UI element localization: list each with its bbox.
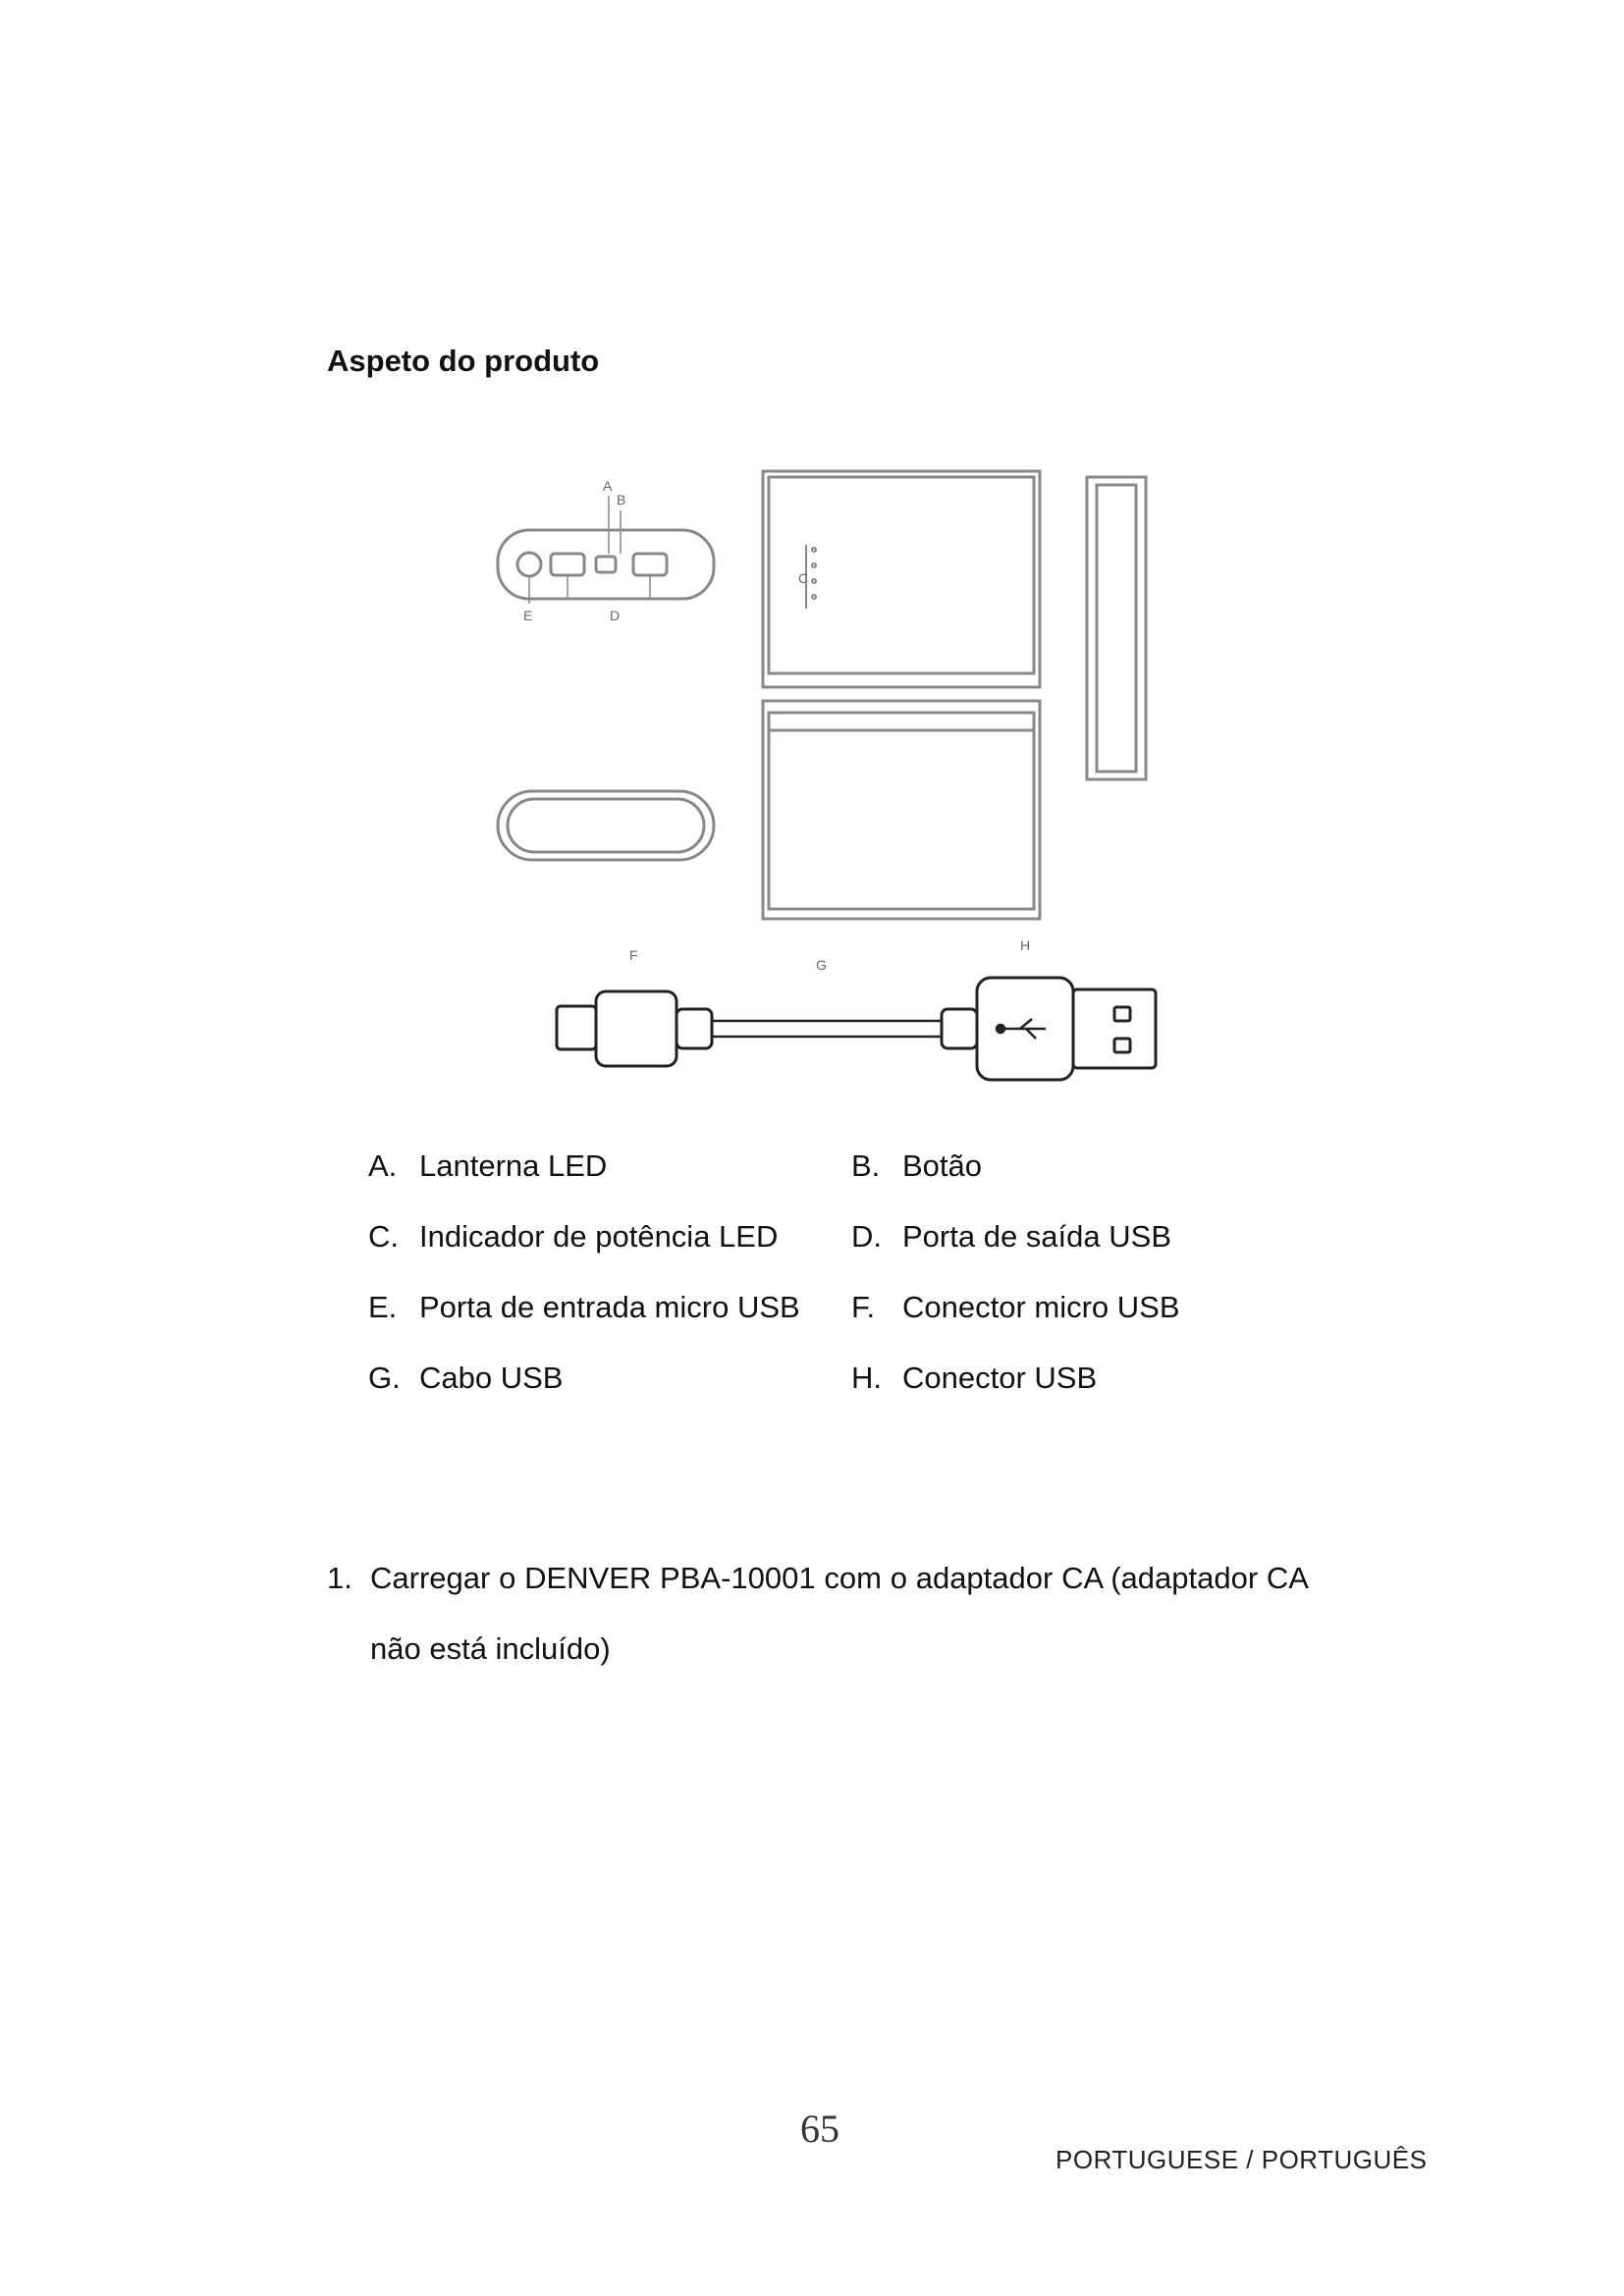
page-heading: Aspeto do produto (327, 344, 600, 378)
callout-c: C (798, 570, 809, 586)
micro-usb-plug (557, 1006, 596, 1049)
legend-row (368, 1148, 1213, 1219)
power-bank-bottom-view (498, 791, 714, 860)
legend-label: Botão (902, 1148, 983, 1183)
usb-plug (1073, 989, 1156, 1068)
legend-letter: D. (851, 1219, 882, 1254)
callout-g: G (816, 957, 827, 973)
legend-label: Conector micro USB (902, 1290, 1180, 1324)
callout-b: B (617, 492, 626, 507)
legend-item (851, 1290, 1180, 1325)
legend-item (368, 1361, 563, 1396)
legend-label: Lanterna LED (419, 1148, 608, 1183)
legend-item (368, 1290, 800, 1325)
callout-d: D (610, 608, 621, 623)
page-number: 65 (800, 2107, 839, 2151)
product-diagram-svg (486, 461, 1193, 1099)
usb-trident-icon (997, 1019, 1046, 1039)
product-diagram (486, 461, 1193, 1099)
legend-label: Porta de entrada micro USB (419, 1290, 800, 1324)
legend-label: Cabo USB (419, 1361, 564, 1395)
legend-letter: B. (851, 1148, 881, 1183)
micro-usb-connector (596, 991, 677, 1066)
usb-cable-drawing (557, 978, 1156, 1080)
legend-letter: E. (368, 1290, 398, 1324)
footer-language: PORTUGUESE / PORTUGUÊS (1056, 2145, 1428, 2174)
legend-item (368, 1219, 778, 1255)
instruction-steps (327, 1543, 1309, 1684)
legend-letter: G. (368, 1361, 401, 1395)
legend-letter: H. (851, 1361, 882, 1395)
legend-letter: C. (368, 1219, 399, 1254)
callout-a: A (603, 478, 613, 494)
led-flashlight (596, 557, 616, 572)
callout-h: H (1020, 937, 1031, 953)
legend-item (851, 1148, 982, 1184)
legend-label: Indicador de potência LED (419, 1219, 779, 1254)
legend-letter: A. (368, 1148, 398, 1183)
legend-label: Porta de saída USB (902, 1219, 1171, 1254)
power-bank-back-view (763, 701, 1040, 919)
step-item (327, 1543, 1309, 1684)
step-text: Carregar o DENVER PBA-10001 com o adaptador CA (adaptador CA não está incluído) (370, 1561, 1309, 1666)
micro-usb-input-port (517, 553, 541, 576)
usb-output-port-right (633, 554, 667, 575)
legend-item (851, 1361, 1097, 1396)
parts-legend (368, 1148, 1213, 1431)
power-bank-side-view (498, 496, 714, 604)
usb-output-port-left (551, 554, 584, 575)
step-number: 1. (327, 1561, 352, 1595)
legend-row (368, 1219, 1213, 1290)
legend-label: Conector USB (902, 1361, 1098, 1395)
callout-f: F (629, 947, 638, 963)
legend-letter: F. (851, 1290, 876, 1324)
power-bank-edge-view (1087, 477, 1146, 779)
legend-item (851, 1219, 1171, 1255)
callout-e: E (523, 608, 533, 623)
legend-row (368, 1290, 1213, 1361)
legend-item (368, 1148, 607, 1184)
legend-row (368, 1361, 1213, 1431)
